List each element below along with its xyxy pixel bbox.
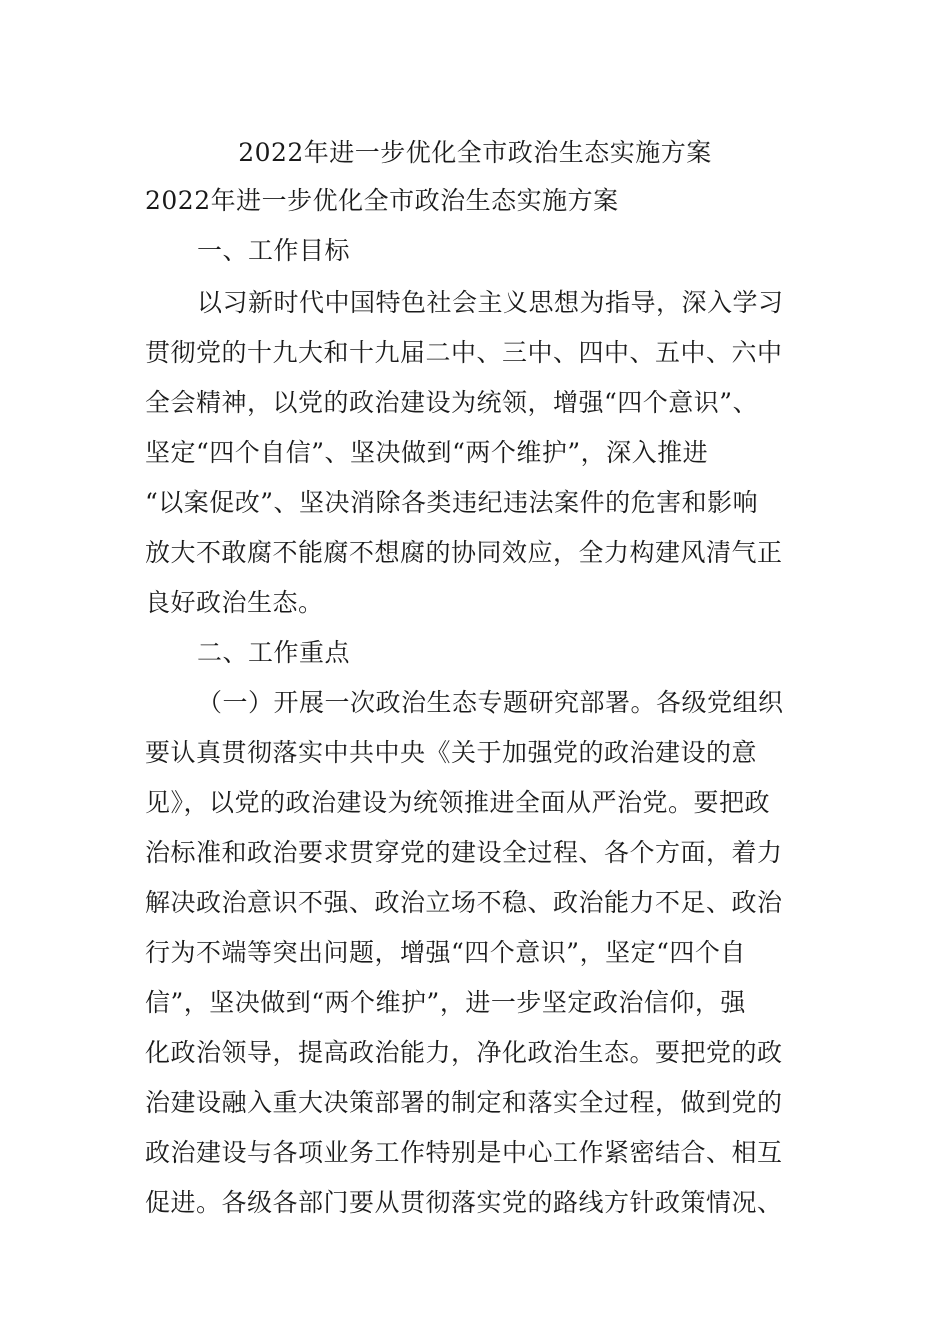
paragraph-line: 要认真贯彻落实中共中央《关于加强党的政治建设的意: [145, 738, 758, 767]
paragraph-line: 贯彻党的十九大和十九届二中、三中、四中、五中、六中: [145, 338, 783, 367]
paragraph-line: 解决政治意识不强、政治立场不稳、政治能力不足、政治: [145, 888, 783, 917]
paragraph-line: 化政治领导，提高政治能力，净化政治生态。要把党的政: [145, 1038, 783, 1067]
paragraph-line: 良好政治生态。: [145, 588, 324, 617]
paragraph-line: 治标准和政治要求贯穿党的建设全过程、各个方面，着力: [145, 838, 783, 867]
paragraph-line: 促进。各级各部门要从贯彻落实党的路线方针政策情况、: [145, 1188, 783, 1217]
paragraph-line: 坚定“四个自信”、坚决做到“两个维护”，深入推进: [145, 438, 709, 467]
paragraph-line: 放大不敢腐不能腐不想腐的协同效应，全力构建风清气正: [145, 538, 783, 567]
paragraph-line: （一）开展一次政治生态专题研究部署。各级党组织: [197, 688, 784, 717]
paragraph-line: “以案促改”、坚决消除各类违纪违法案件的危害和影响: [145, 488, 759, 517]
paragraph-line: 见》，以党的政治建设为统领推进全面从严治党。要把政: [145, 788, 771, 817]
paragraph-line: 信”，坚决做到“两个维护”，进一步坚定政治信仰，强: [145, 988, 746, 1017]
paragraph-line: 政治建设与各项业务工作特别是中心工作紧密结合、相互: [145, 1138, 783, 1167]
section-heading-goals: 一、工作目标: [197, 236, 351, 265]
document-subtitle: 2022年进一步优化全市政治生态实施方案: [145, 186, 619, 215]
paragraph-line: 治建设融入重大决策部署的制定和落实全过程，做到党的: [145, 1088, 783, 1117]
paragraph-line: 全会精神，以党的政治建设为统领，增强“四个意识”、: [145, 388, 759, 417]
paragraph-line: 以习新时代中国特色社会主义思想为指导，深入学习: [197, 288, 784, 317]
document-title: 2022年进一步优化全市政治生态实施方案: [238, 138, 712, 167]
section-heading-focus: 二、工作重点: [197, 638, 351, 667]
paragraph-line: 行为不端等突出问题，增强“四个意识”，坚定“四个自: [145, 938, 746, 967]
